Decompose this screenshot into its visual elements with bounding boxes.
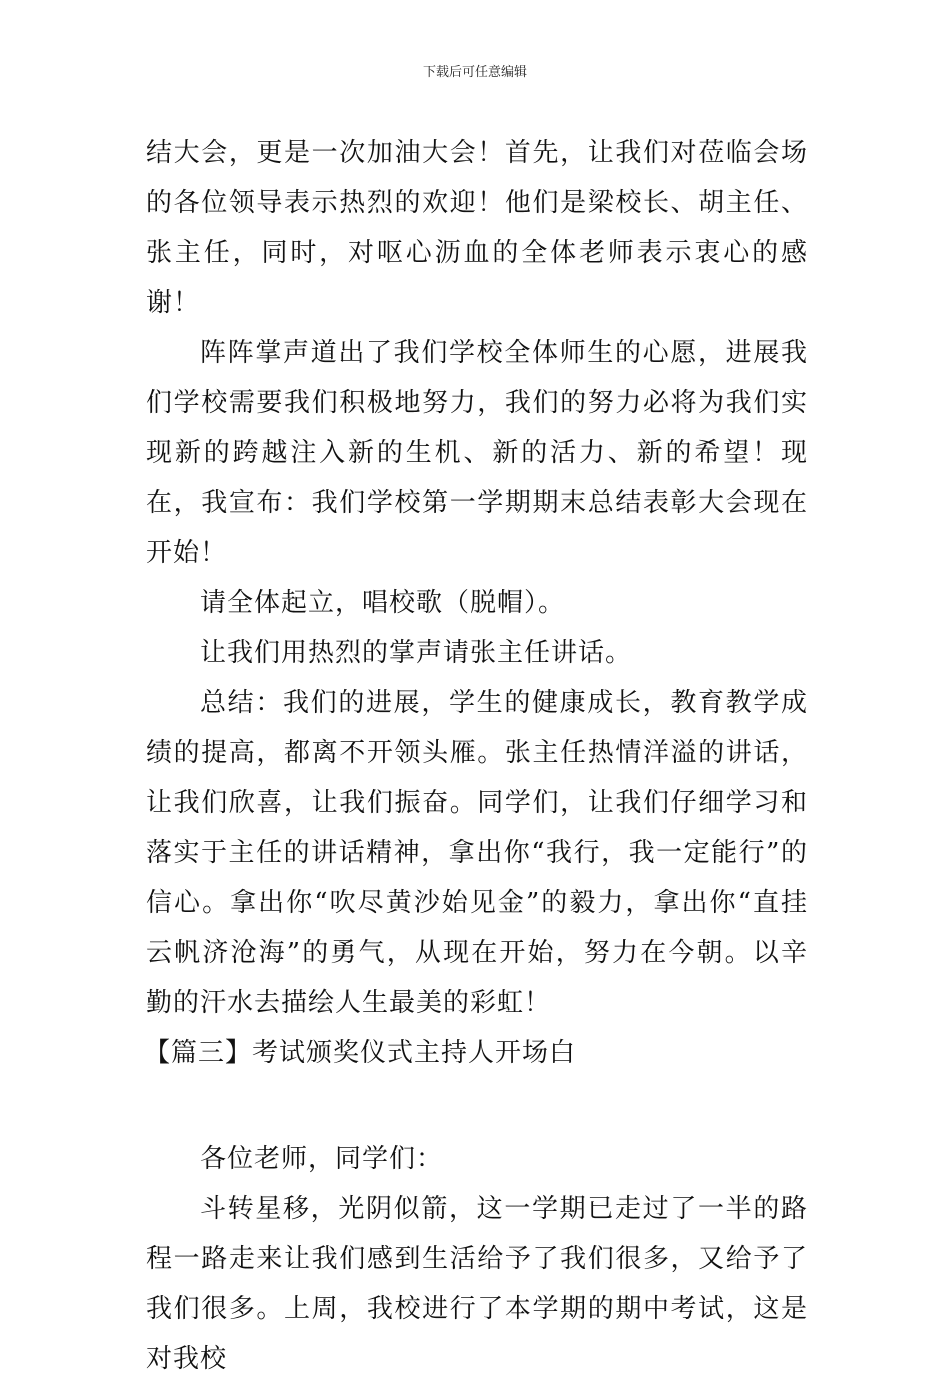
section-title: 【篇三】考试颁奖仪式主持人开场白	[144, 1038, 577, 1068]
paragraph-speech-invite: 让我们用热烈的掌声请张主任讲话。	[200, 638, 633, 668]
paragraph-announcement: 阵阵掌声道出了我们学校全体师生的心愿，进展我们学校需要我们积极地努力，我们的努力必将为我们实现新的跨越注入新的生机、新的活力、新的希望！现在，我宣布：我们学校第一学期期末总结表彰大会现在开始！	[146, 338, 808, 568]
paragraph-greeting: 各位老师，同学们：	[200, 1144, 444, 1174]
paragraph-section-intro: 斗转星移，光阴似箭，这一学期已走过了一半的路程一路走来让我们感到生活给予了我们很多，又给予了我们很多。上周，我校进行了本学期的期中考试，这是对我校	[146, 1194, 808, 1374]
page-header: 下载后可任意编辑	[422, 65, 527, 80]
paragraph-summary: 总结：我们的进展，学生的健康成长，教育教学成绩的提高，都离不开领头雁。张主任热情洋溢的讲话，让我们欣喜，让我们振奋。同学们，让我们仔细学习和落实于主任的讲话精神，拿出你“我行，我一定能行”的信心。拿出你“吹尽黄沙始见金”的毅力，拿出你“直挂云帆济沧海”的勇气，从现在开始，努力在今朝。以辛勤的汗水去描绘人生最美的彩虹！	[146, 688, 808, 1018]
paragraph-opening-continued: 结大会，更是一次加油大会！首先，让我们对莅临会场的各位领导表示热烈的欢迎！他们是梁校长、胡主任、张主任，同时，对呕心沥血的全体老师表示衷心的感谢！	[146, 138, 808, 318]
section-spacer	[146, 1078, 808, 1134]
paragraph-school-song: 请全体起立，唱校歌（脱帽）。	[200, 588, 566, 618]
document-body	[146, 128, 808, 1384]
